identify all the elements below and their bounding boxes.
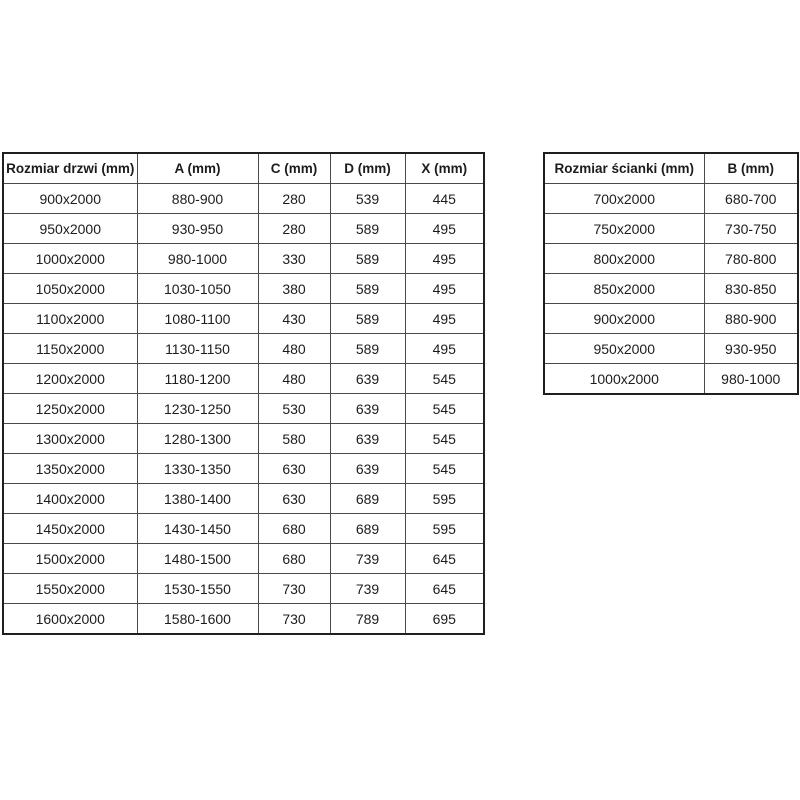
table-cell: 545 xyxy=(405,364,484,394)
table-cell: 495 xyxy=(405,274,484,304)
table-cell: 589 xyxy=(330,274,405,304)
table-header-row xyxy=(3,153,484,184)
table-row xyxy=(3,514,484,544)
table-cell: 830-850 xyxy=(704,274,798,304)
table-cell: 700x2000 xyxy=(544,184,704,214)
table-cell: 495 xyxy=(405,304,484,334)
table-cell: 595 xyxy=(405,484,484,514)
column-header: A (mm) xyxy=(137,153,258,184)
table-cell: 430 xyxy=(258,304,330,334)
table-row xyxy=(3,304,484,334)
table-cell: 1480-1500 xyxy=(137,544,258,574)
table-cell: 595 xyxy=(405,514,484,544)
table-cell: 730 xyxy=(258,574,330,604)
table-cell: 1530-1550 xyxy=(137,574,258,604)
table-row xyxy=(544,274,798,304)
table-cell: 330 xyxy=(258,244,330,274)
table-cell: 930-950 xyxy=(704,334,798,364)
table-row xyxy=(3,394,484,424)
column-header: C (mm) xyxy=(258,153,330,184)
table-cell: 1380-1400 xyxy=(137,484,258,514)
door-sizes-table xyxy=(2,152,485,635)
table-row xyxy=(3,244,484,274)
table-cell: 1080-1100 xyxy=(137,304,258,334)
table-cell: 545 xyxy=(405,424,484,454)
table-cell: 680 xyxy=(258,514,330,544)
table-cell: 495 xyxy=(405,334,484,364)
table-cell: 280 xyxy=(258,184,330,214)
table-cell: 1030-1050 xyxy=(137,274,258,304)
table-cell: 1550x2000 xyxy=(3,574,137,604)
table-row xyxy=(3,454,484,484)
table-row xyxy=(544,214,798,244)
column-header: Rozmiar ścianki (mm) xyxy=(544,153,704,184)
table-row xyxy=(3,214,484,244)
table-cell: 750x2000 xyxy=(544,214,704,244)
table-cell: 789 xyxy=(330,604,405,635)
table-cell: 880-900 xyxy=(704,304,798,334)
wall-panel-sizes-table xyxy=(543,152,799,395)
table-cell: 1400x2000 xyxy=(3,484,137,514)
table-cell: 1450x2000 xyxy=(3,514,137,544)
table-cell: 780-800 xyxy=(704,244,798,274)
table-cell: 530 xyxy=(258,394,330,424)
table-row xyxy=(544,244,798,274)
table-cell: 495 xyxy=(405,244,484,274)
table-row xyxy=(544,304,798,334)
table-cell: 589 xyxy=(330,244,405,274)
table-row xyxy=(3,334,484,364)
table-cell: 545 xyxy=(405,454,484,484)
table-cell: 639 xyxy=(330,424,405,454)
column-header: Rozmiar drzwi (mm) xyxy=(3,153,137,184)
table-cell: 1350x2000 xyxy=(3,454,137,484)
table-cell: 980-1000 xyxy=(137,244,258,274)
table-row xyxy=(3,484,484,514)
table-cell: 900x2000 xyxy=(544,304,704,334)
table-cell: 645 xyxy=(405,544,484,574)
table-cell: 980-1000 xyxy=(704,364,798,395)
table-cell: 950x2000 xyxy=(544,334,704,364)
column-header: X (mm) xyxy=(405,153,484,184)
table-cell: 739 xyxy=(330,574,405,604)
table-cell: 539 xyxy=(330,184,405,214)
table-cell: 445 xyxy=(405,184,484,214)
table-cell: 1280-1300 xyxy=(137,424,258,454)
table-cell: 639 xyxy=(330,394,405,424)
table-cell: 545 xyxy=(405,394,484,424)
table-cell: 689 xyxy=(330,484,405,514)
table-row xyxy=(544,364,798,395)
table-cell: 1050x2000 xyxy=(3,274,137,304)
table-cell: 1130-1150 xyxy=(137,334,258,364)
column-header: D (mm) xyxy=(330,153,405,184)
table-cell: 630 xyxy=(258,484,330,514)
table-cell: 800x2000 xyxy=(544,244,704,274)
table-cell: 1200x2000 xyxy=(3,364,137,394)
table-cell: 480 xyxy=(258,364,330,394)
table-row xyxy=(3,604,484,635)
table-cell: 689 xyxy=(330,514,405,544)
table-cell: 645 xyxy=(405,574,484,604)
table-cell: 1600x2000 xyxy=(3,604,137,635)
table-row xyxy=(3,184,484,214)
table-row xyxy=(3,364,484,394)
table-cell: 730-750 xyxy=(704,214,798,244)
table-row xyxy=(3,424,484,454)
table-cell: 1150x2000 xyxy=(3,334,137,364)
table-cell: 589 xyxy=(330,214,405,244)
column-header: B (mm) xyxy=(704,153,798,184)
table-cell: 1250x2000 xyxy=(3,394,137,424)
table-cell: 639 xyxy=(330,454,405,484)
table-row xyxy=(544,334,798,364)
table-cell: 1100x2000 xyxy=(3,304,137,334)
table-cell: 680-700 xyxy=(704,184,798,214)
table-cell: 630 xyxy=(258,454,330,484)
table-cell: 589 xyxy=(330,304,405,334)
table-cell: 950x2000 xyxy=(3,214,137,244)
table-cell: 495 xyxy=(405,214,484,244)
table-cell: 580 xyxy=(258,424,330,454)
table-cell: 1300x2000 xyxy=(3,424,137,454)
table-cell: 900x2000 xyxy=(3,184,137,214)
table-cell: 380 xyxy=(258,274,330,304)
table-cell: 1000x2000 xyxy=(544,364,704,395)
table-header-row xyxy=(544,153,798,184)
table-cell: 1330-1350 xyxy=(137,454,258,484)
table-cell: 680 xyxy=(258,544,330,574)
table-cell: 730 xyxy=(258,604,330,635)
table-row xyxy=(3,574,484,604)
table-cell: 1180-1200 xyxy=(137,364,258,394)
table-cell: 930-950 xyxy=(137,214,258,244)
table-cell: 1000x2000 xyxy=(3,244,137,274)
table-row xyxy=(3,544,484,574)
table-cell: 589 xyxy=(330,334,405,364)
table-row xyxy=(3,274,484,304)
table-cell: 1500x2000 xyxy=(3,544,137,574)
table-cell: 695 xyxy=(405,604,484,635)
table-cell: 280 xyxy=(258,214,330,244)
table-cell: 880-900 xyxy=(137,184,258,214)
table-cell: 480 xyxy=(258,334,330,364)
table-row xyxy=(544,184,798,214)
table-cell: 850x2000 xyxy=(544,274,704,304)
table-cell: 739 xyxy=(330,544,405,574)
table-cell: 1230-1250 xyxy=(137,394,258,424)
table-cell: 1430-1450 xyxy=(137,514,258,544)
table-cell: 1580-1600 xyxy=(137,604,258,635)
table-cell: 639 xyxy=(330,364,405,394)
